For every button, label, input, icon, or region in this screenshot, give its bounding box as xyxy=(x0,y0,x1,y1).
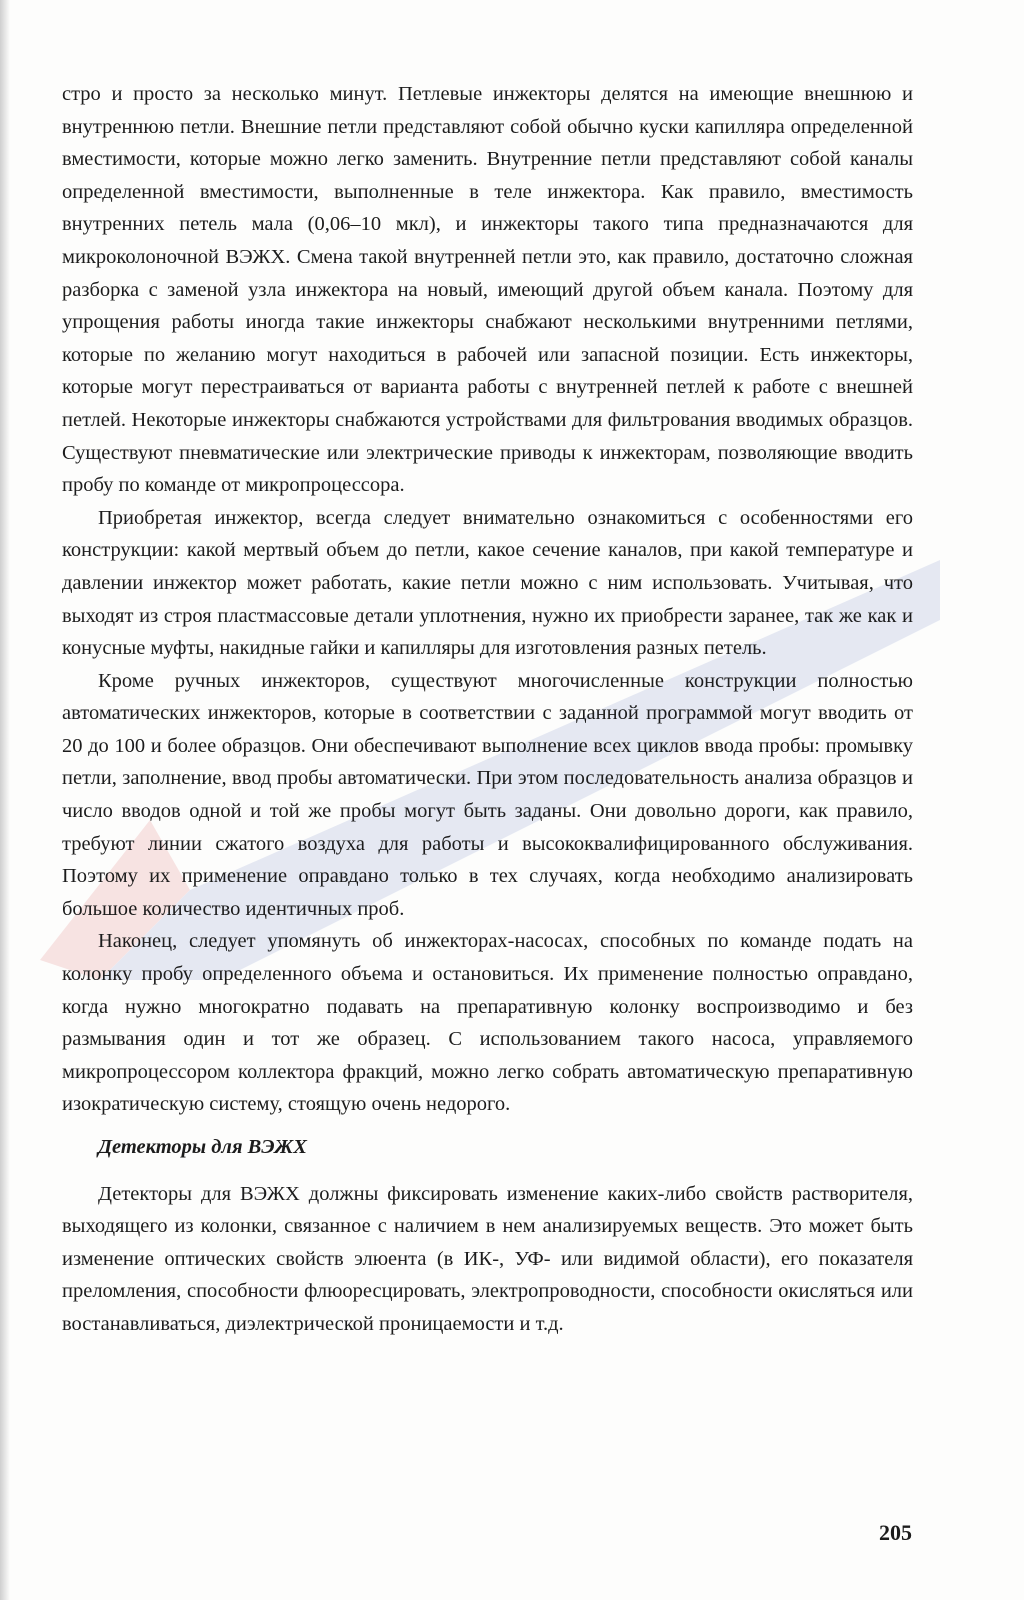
page-binding-shadow xyxy=(0,0,10,1600)
paragraph-injector-pumps: Наконец, следует упомянуть об инжекторах-насосах, способных по команде подать на колонку пробу определенного объема и остановиться. Их применение полностью оправдано, когда нужно многократно подавать на препаративную колонку воспроизводимо и без размывания один и тот же образец. С использованием такого насоса, управляемого микропроцессором коллектора фракций, можно легко собрать автоматическую препаративную изократическую систему, стоящую очень недорого. xyxy=(62,930,913,1116)
paragraph-automatic-injectors: Кроме ручных инжекторов, существуют многочисленные конструкции полностью автоматических инжекторов, которые в соответствии с заданной программой могут вводить от 20 до 100 и более образцов. Они обеспечивают выполнение всех циклов ввода пробы: промывку петли, заполнение, ввод пробы автоматически. При этом последовательность анализа образцов и число вводов одной и той же пробы могут быть заданы. Они довольно дороги, как правило, требуют линии сжатого воздуха для работы и высококвалифицированного обслуживания. Поэтому их применение оправдано только в тех случаях, когда необходимо анализировать большое количество идентичных проб. xyxy=(62,669,913,920)
paragraph-detectors: Детекторы для ВЭЖХ должны фиксировать изменение каких-либо свойств растворителя, выходящего из колонки, связанное с наличием в нем анализируемых веществ. Это может быть изменение оптических свойств элюента (в ИК-, УФ- или видимой области), его показателя преломления, способности флюоресцировать, электропроводности, способности окисляться или востанавливаться, диэлектрической проницаемости и т.д. xyxy=(62,1182,913,1335)
paragraph-injector-purchase: Приобретая инжектор, всегда следует внимательно ознакомиться с особенностями его конструкции: какой мертвый объем до петли, какое сечение каналов, при какой температуре и давлении инжектор может работать, какие петли можно с ним использовать. Учитывая, что выходят из строя пластмассовые детали уплотнения, нужно их приобрести заранее, так же как и конусные муфты, накидные гайки и капилляры для изготовления разных петель. xyxy=(62,506,913,660)
page-body xyxy=(62,78,913,1341)
section-heading: Детекторы для ВЭЖХ xyxy=(98,1136,307,1158)
page-number: 205 xyxy=(879,1520,912,1545)
paragraph-continued: стро и просто за несколько минут. Петлевые инжекторы делятся на имеющие внешнюю и внутреннюю петли. Внешние петли представляют собой обычно куски капилляра определенной вместимости, которые можно легко заменить. Внутренние петли представляют собой каналы определенной вместимости, выполненные в теле инжектора. Как правило, вместимость внутренних петель мала (0,06–10 мкл), и инжекторы такого типа предназначаются для микроколоночной ВЭЖХ. Смена такой внутренней петли это, как правило, достаточно сложная разборка с заменой узла инжектора на новый, имеющий другой объем канала. Поэтому для упрощения работы иногда такие инжекторы снабжают несколькими внутренними петлями, которые по желанию могут находиться в рабочей или запасной позиции. Есть инжекторы, которые могут перестраиваться от варианта работы с внутренней петлей к работе с внешней петлей. Некоторые инжекторы снабжаются устройствами для фильтрования вводимых образцов. Существуют пневматические или электрические приводы к инжекторам, позволяющие вводить пробу по команде от микропроцессора. xyxy=(62,83,913,497)
